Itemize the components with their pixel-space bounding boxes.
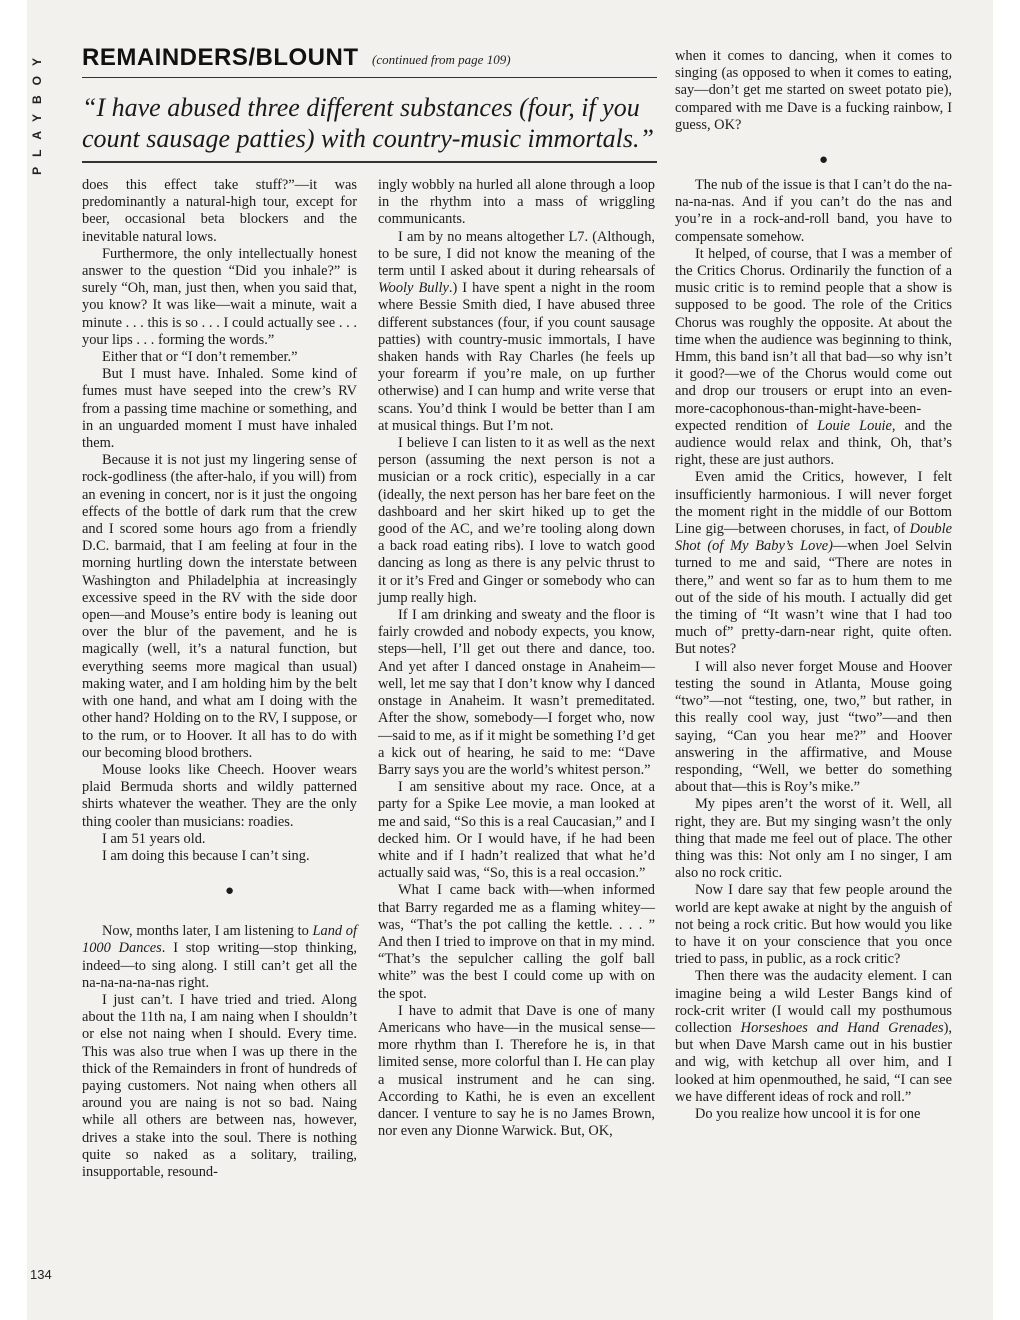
paragraph: Because it is not just my lingering sense of rock-godliness (the after-halo, if you will) from an evening in concert, nor is it just the ongoing effects of the bottle of dark rum that the crew and I scored some hours ago from a friendly D.C. barmaid, that I am feeling at four in the morning hurtling down the interstate between Washington and Philadelphia at increasingly excessive speed in the RV with the side door open—and Mouse’s entire body is leaning out over the blur of the pavement, and he is magically (well, it’s a natural function, but everything seems more magical than usual) making water, and I am holding him by the belt with one hand, and what am I doing with the other hand? Holding on to the RV, I suppose, or to the rum, or to Hoover. It all has to do with our becoming blood brothers. — [82, 452, 357, 761]
song-title: Double Shot (of My Baby’s Love) — [675, 521, 952, 555]
text-column-3-top — [675, 48, 952, 170]
paragraph: I have to admit that Dave is one of many Americans who have—in the musical sense—more rhythm than I. Therefore he is, in that limited sense, more colorful than I. He can play a musical instrument and he can sing. According to Kathi, he is even an excellent dancer. I venture to say he is no James Brown, nor even any Dionne Warwick. But, OK, — [378, 1002, 655, 1140]
paragraph — [675, 246, 952, 470]
text-column-1 — [82, 177, 357, 1287]
paragraph: Do you realize how uncool it is for one — [695, 1105, 921, 1122]
paragraph — [82, 923, 357, 992]
paragraph: I just can’t. I have tried and tried. Along about the 11th na, I am naing when I shouldn’t or else not naing when I should. Every time. This was also true when I was up there in the thick of the Remainders in front of hundreds of paying customers. Not naing when others all around you are naing is not so bad. Naing while all others are between nas, however, drives a stake into the soul. There is nothing quite so naked as a solitary, trailing, insupportable, resound- — [82, 991, 357, 1180]
paragraph: The nub of the issue is that I can’t do the na-na-na-nas. And if you can’t do the nas and you’re in a rock-and-roll band, you have to compensate somehow. — [675, 177, 952, 245]
paragraph: Furthermore, the only intellectually honest answer to the question “Did you inhale?” is surely “Oh, man, just then, when you said that, you know? It was like—wait a minute, wait a minute . . . this is so . . . I could actually see . . . your lips . . . forming the words.” — [82, 245, 357, 348]
paragraph: Either that or “I don’t remember.” — [102, 349, 298, 366]
song-title: Wooly Bully — [378, 280, 449, 297]
section-break-bullet: ● — [818, 152, 829, 169]
text-run: Now, months later, I am listening to — [102, 923, 313, 940]
paragraph: I am doing this because I can’t sing. — [102, 847, 310, 864]
song-title: Land of 1000 Dances — [82, 923, 357, 957]
text-column-2 — [378, 177, 655, 1287]
paragraph: Mouse looks like Cheech. Hoover wears plaid Bermuda shorts and wildly patterned shirts whatever the weather. They are the only thing cooler than musicians: roadies. — [82, 761, 357, 830]
magazine-side-tab: PLAYBOY — [30, 48, 44, 175]
paragraph: But I must have. Inhaled. Some kind of fumes must have seeped into the crew’s RV from a passing time machine or something, and in an unguarded moment I must have inhaled them. — [82, 366, 357, 452]
text-run: I am by no means altogether L7. (Although, to be sure, I did not know the meaning of the term until I asked about it during rehearsals of — [378, 228, 655, 280]
header-rule-top — [82, 77, 657, 78]
section-break-bullet: ● — [224, 883, 235, 900]
text-column-3 — [675, 177, 952, 1287]
page-number: 134 — [30, 1267, 52, 1282]
book-title: Horseshoes and Hand Grenades — [740, 1019, 944, 1036]
paragraph: I am sensitive about my race. Once, at a party for a Spike Lee movie, a man looked at me and said, “So this is a real Caucasian,” and I decked him. Or I would have, if he had been white and if I hadn’t realized that what he’d actually said was, “So, this is a real occasion.” — [378, 779, 655, 882]
paragraph — [675, 968, 952, 1106]
text-run: Then there was the audacity element. I can imagine being a wild Lester Bangs kind of rock-crit writer (I would call my posthumous collection — [675, 968, 952, 1036]
paragraph: when it comes to dancing, when it comes to singing (as opposed to when it comes to eating, say—don’t get me started on sweet potato pie), compared with me Dave is a fucking rainbow, I guess, OK? — [675, 48, 952, 133]
paragraph: I am 51 years old. — [102, 830, 206, 847]
pull-quote: “I have abused three different substances (four, if you count sausage patties) with country-music immortals.” — [82, 93, 654, 153]
paragraph: does this effect take stuff?”—it was predominantly a natural-high tour, except for beer, occasional beta blockers and the inevitable natural lows. — [82, 177, 357, 245]
article-header — [82, 44, 657, 164]
paragraph — [675, 469, 952, 658]
text-run: .) I have spent a night in the room where Bessie Smith died, I have abused three different substances (four, if you count sausage patties) with country-music immortals, I have shaken hands with Ray Charles (he feels up your forearm if you’re male, on up further otherwise) and I can hump and write verse that scans. You’d think I would be better than I am at musical things. But I’m not. — [378, 280, 655, 434]
text-run: , and the audience would relax and think, Oh, that’s right, these are just authors. — [675, 417, 952, 469]
header-rule-bottom — [82, 161, 657, 163]
paragraph: What I came back with—when informed that Barry regarded me as a flaming whitey—was, “That’s the pot calling the kettle. . . . ” And then I tried to improve on that in my mind. “That’s the sepulcher calling the golf ball white” was the best I could come up with on the spot. — [378, 882, 655, 1002]
song-title: Louie Louie — [817, 417, 892, 434]
paragraph: My pipes aren’t the worst of it. Well, all right, they are. But my singing wasn’t the only thing that made me feel out of place. The other thing was this: Not only am I no singer, I am also no rock critic. — [675, 796, 952, 882]
paragraph — [378, 229, 655, 435]
continued-note: (continued from page 109) — [372, 52, 511, 67]
text-run: —when Joel Selvin turned to me and said, “There are notes in there,” and went so far as to hum them to me out of the side of his mouth. I actually did get the timing of “It wasn’t wine that I had too much of” pretty-darn-near right, quite often. But notes? — [675, 538, 952, 658]
text-run: Even amid the Critics, however, I felt insufficiently harmonious. I will never forget the moment right in the middle of our Bottom Line gig—between choruses, in fact, of — [675, 469, 952, 538]
section-title: REMAINDERS/BLOUNT — [82, 44, 359, 71]
text-run: It helped, of course, that I was a member of the Critics Chorus. Ordinarily the function of a music critic is to remind people that a show is supposed to be good. The role of the Critics Chorus was roughly the opposite. At about the time when the audience was beginning to think, Hmm, this band isn’t all that bad—so why isn’t it good?—we of the Chorus would come out and drop our trousers or erupt into an even-more-cacophonous-than-might-have-been-expected rendition of — [675, 245, 952, 434]
paragraph: If I am drinking and sweaty and the floor is fairly crowded and nobody expects, you know, steps—hell, I’ll get out there and dance, too. And yet after I danced onstage in Anaheim—well, let me say that I don’t know why I danced onstage in Anaheim. It wasn’t premeditated. After the show, somebody—I forget who, now—said to me, as if it might be something I’d get a kick out of hearing, he said to me: “Dave Barry says you are the world’s whitest person.” — [378, 607, 655, 778]
text-run: ), but when Dave Marsh came out in his bustier and wig, with ketchup all over him, and I looked at him openmouthed, he said, “I can see we have different ideas of rock and roll.” — [675, 1019, 952, 1105]
paragraph: I will also never forget Mouse and Hoover testing the sound in Atlanta, Mouse going “two”—not “testing, one, two,” but rather, in this really cool way, just “two”—and then saying, “Can you hear me?” and Hoover answering in the affirmative, and Mouse responding, “Well, we better do something about that—this is Roy’s mike.” — [675, 658, 952, 796]
text-run: . I stop writing—stop thinking, indeed—to sing along. I still can’t get all the na-na-na-na-nas right. — [82, 940, 357, 991]
paragraph: I believe I can listen to it as well as the next person (assuming the next person is not a musician or a rock critic), especially in a car (ideally, the next person has her bare feet on the dashboard and her skirt hiked up to get the good of the AC, and we’re tooling along down a back road eating ribs). I love to watch good dancing as long as there is any pelvic thrust to it or it’s Fred and Ginger or somebody who can jump really high. — [378, 435, 655, 606]
paragraph: Now I dare say that few people around the world are kept awake at night by the anguish of not being a rock critic. But how would you like to have it on your conscience that you once tried to pass, in public, as a rock critic? — [675, 882, 952, 968]
paragraph: ingly wobbly na hurled all alone through a loop in the rhythm into a mass of wriggling communicants. — [378, 177, 655, 228]
